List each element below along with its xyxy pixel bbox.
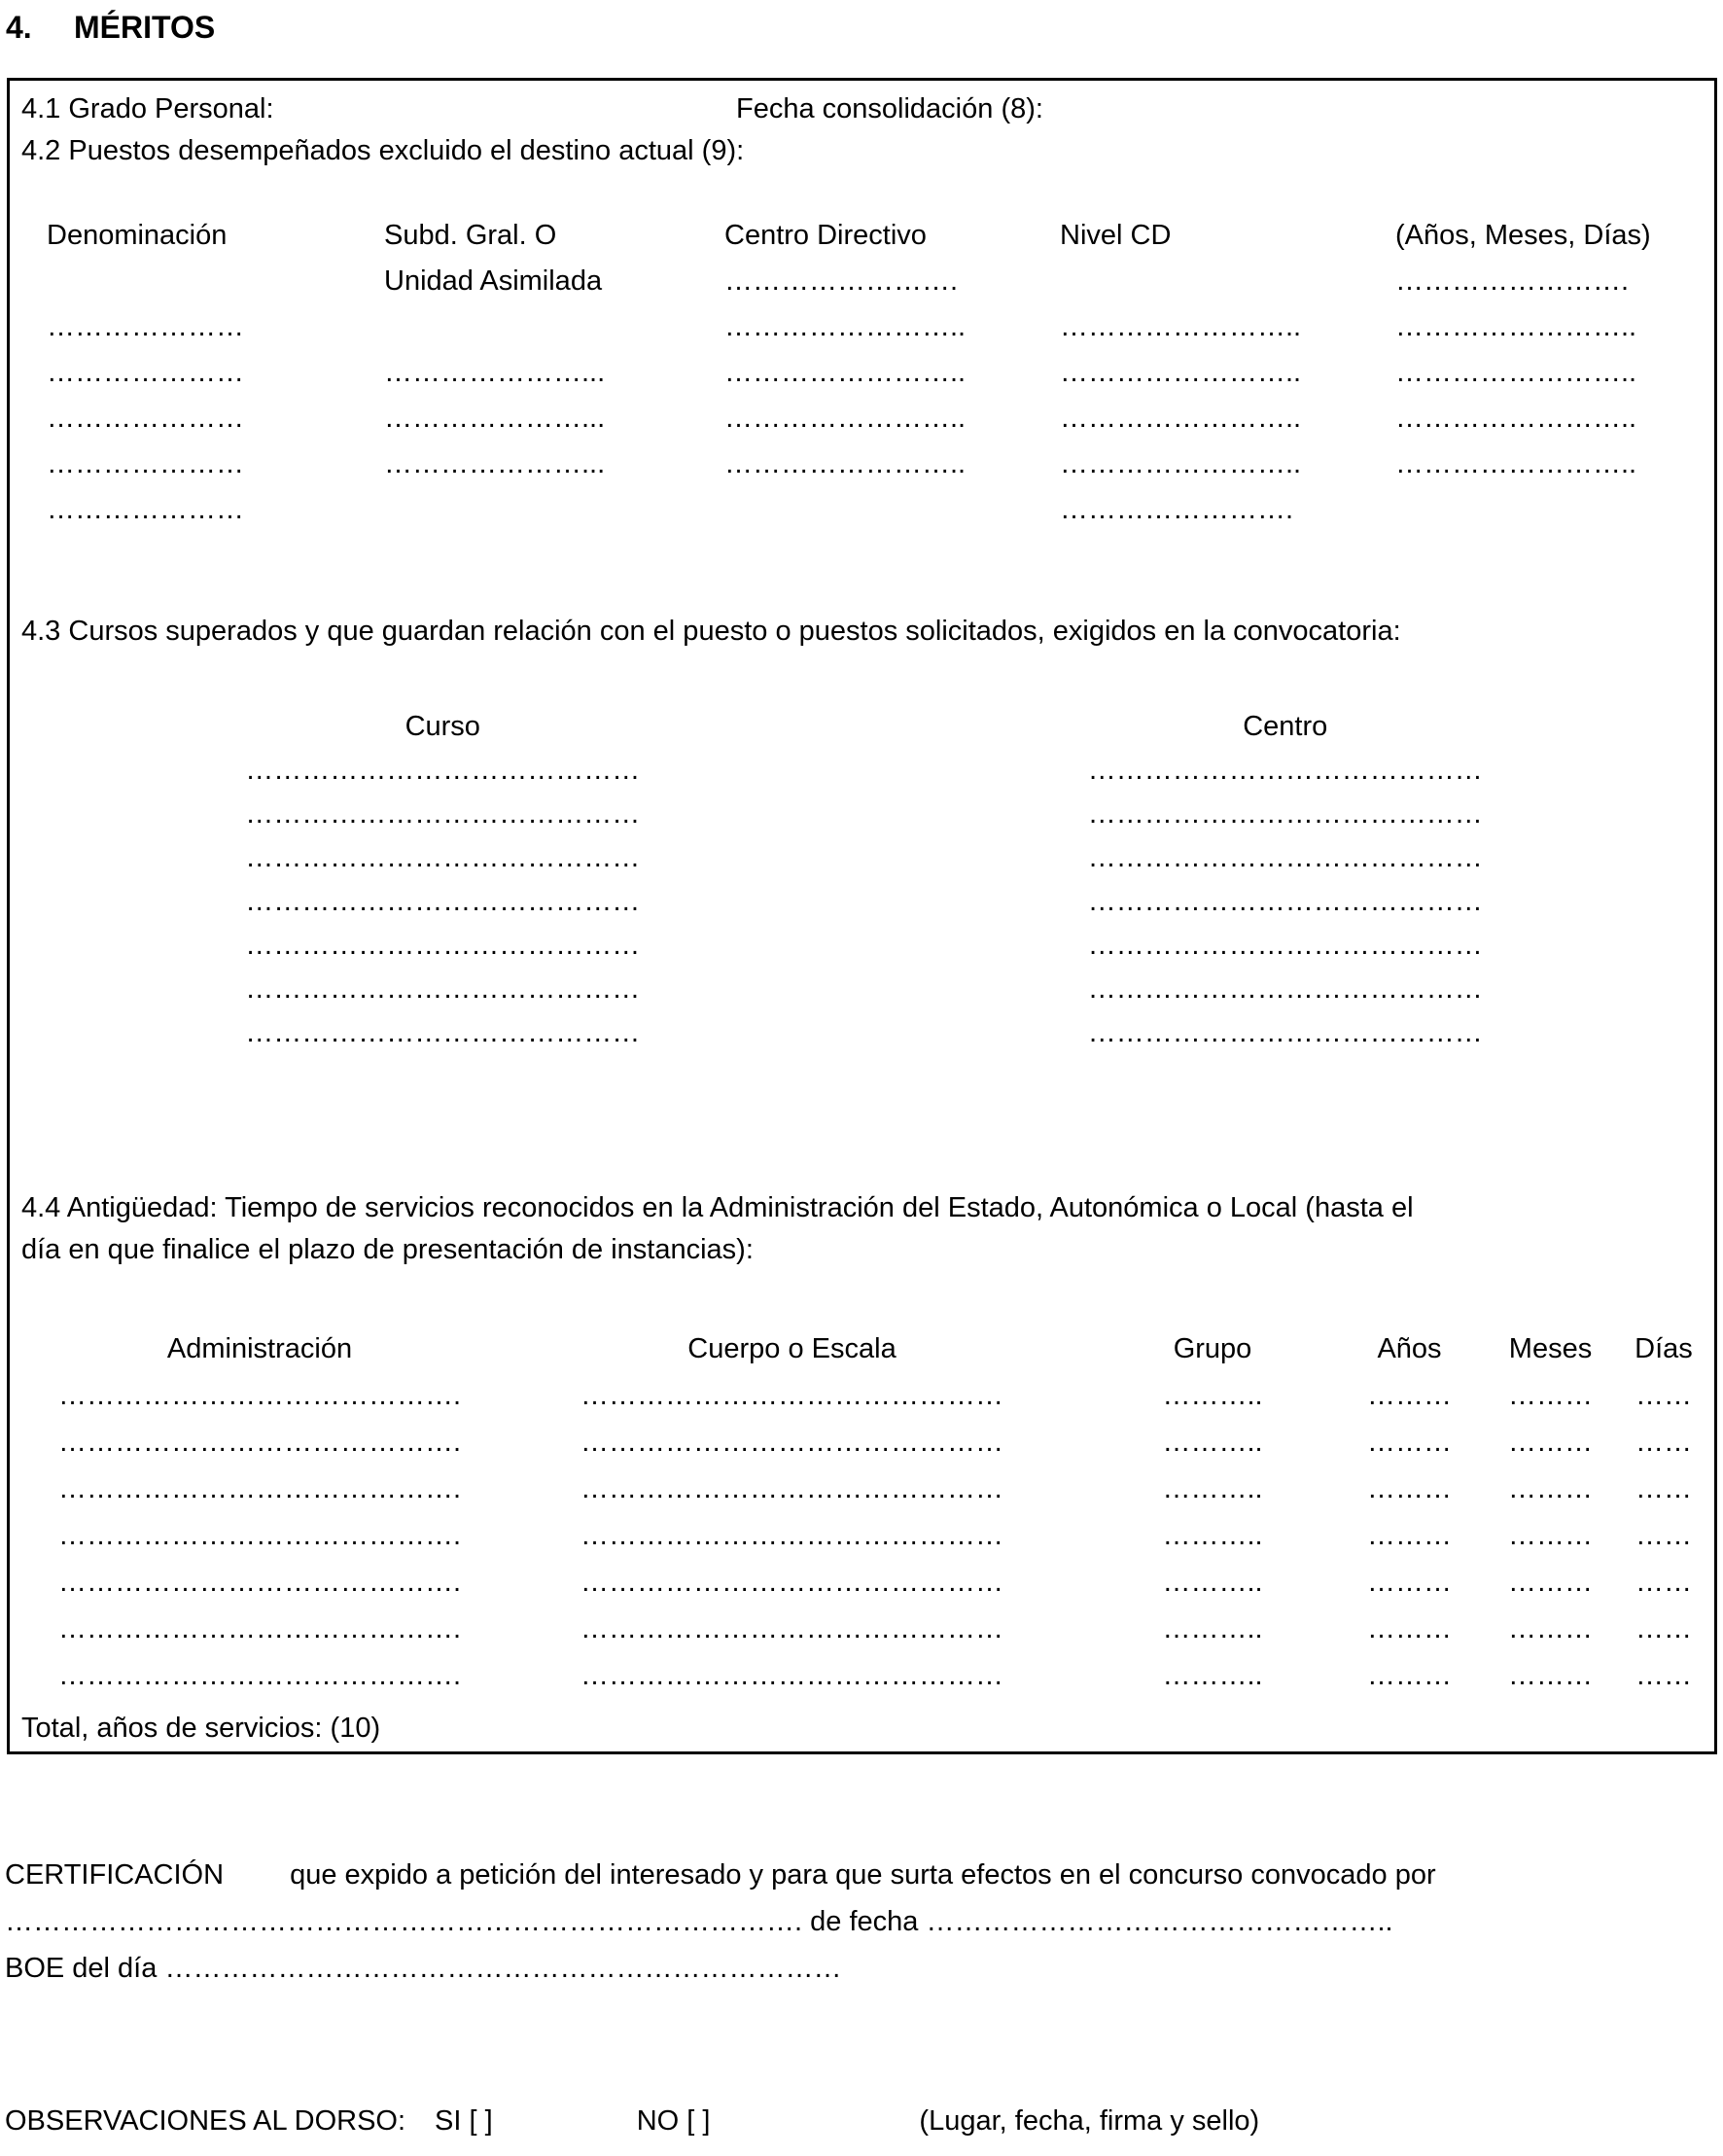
total-servicios-label: Total, años de servicios: (10) [21, 1713, 381, 1744]
certification-block [5, 1852, 1723, 1992]
fecha-consolidacion-label: Fecha consolidación (8): [736, 93, 1043, 124]
dotted-field: …… [1635, 1473, 1692, 1504]
dotted-field: …………………………………… [245, 1017, 641, 1048]
dotted-field: …… [1635, 1380, 1692, 1411]
column-header-curso: Curso [404, 711, 480, 742]
dotted-field: ……………………………………. [57, 1660, 462, 1691]
dotted-field: …………………... [384, 357, 606, 388]
dotted-field: ……… [1508, 1380, 1593, 1411]
observaciones-row [5, 2101, 1723, 2142]
dotted-field: ……… [1367, 1520, 1452, 1551]
dotted-field: …… [1635, 1613, 1692, 1644]
column-header-grupo: Grupo [1173, 1333, 1252, 1364]
grado-personal-row [21, 88, 1706, 130]
dotted-field: ……… [1367, 1427, 1452, 1458]
dotted-field: ……………………………………. [57, 1613, 462, 1644]
subheader-cell [47, 259, 384, 304]
column-header-anos: Años [1377, 1333, 1442, 1364]
dotted-field: …………………………………… [1087, 798, 1483, 830]
dotted-field: …………………….. [724, 357, 967, 388]
column-header-cuerpo-escala: Cuerpo o Escala [687, 1333, 897, 1364]
dotted-field: …………………….. [1060, 448, 1302, 479]
dotted-field: ……… [1367, 1473, 1452, 1504]
dotted-field: ……………………. [724, 265, 959, 297]
de-fecha-label: de fecha [810, 1906, 919, 1937]
dotted-field: …………………….. [1060, 311, 1302, 342]
dotted-field: …………………….. [1060, 357, 1302, 388]
dotted-field: …………………... [384, 448, 606, 479]
dotted-field: ……………………………………. [57, 1520, 462, 1551]
dotted-field: ……………………………………. [57, 1567, 462, 1598]
dotted-field: …………………………………… [245, 798, 641, 830]
dotted-field: …… [1635, 1567, 1692, 1598]
grado-personal-label: 4.1 Grado Personal: [21, 93, 274, 124]
dotted-field: ……………………. [1060, 494, 1294, 525]
puestos-table [47, 213, 1706, 533]
dotted-field: ……………………………………. [57, 1473, 462, 1504]
dotted-field: ……………………………………… [580, 1427, 1003, 1458]
dotted-field: …………………………………… [1087, 973, 1483, 1005]
certification-line3 [5, 1945, 1723, 1992]
no-checkbox: NO [ ] [636, 2105, 711, 2137]
dotted-field: …… [1635, 1660, 1692, 1691]
dotted-field: ……………………………………… [580, 1473, 1003, 1504]
column-header-centro: Centro [1243, 711, 1328, 742]
dotted-field: ………………… [47, 311, 244, 342]
dotted-field: ……… [1508, 1660, 1593, 1691]
dotted-field [724, 487, 1060, 533]
section-number: 4. [6, 10, 32, 45]
section-title-text: MÉRITOS [74, 10, 216, 45]
meritos-box [7, 78, 1717, 1754]
dotted-field: ……… [1508, 1567, 1593, 1598]
dotted-field: ……………………………………… [580, 1380, 1003, 1411]
dotted-field: ……… [1367, 1613, 1452, 1644]
dotted-field: …………………….. [1395, 311, 1637, 342]
dotted-field: ……………………. [1395, 265, 1630, 297]
dotted-field: …………………………………… [245, 755, 641, 786]
dotted-field: …………………………………… [1087, 755, 1483, 786]
dotted-field [384, 304, 724, 350]
dotted-field: ……… [1508, 1613, 1593, 1644]
dotted-field: ……….. [1162, 1520, 1263, 1551]
column-header-dias: Días [1635, 1333, 1693, 1364]
dotted-field: …………………….. [1395, 448, 1637, 479]
dotted-field: …………………….. [1395, 357, 1637, 388]
dotted-field [384, 487, 724, 533]
antiguedad-table [21, 1325, 1706, 1699]
dotted-field: ……… [1508, 1520, 1593, 1551]
dotted-field: …………………………………… [1087, 842, 1483, 873]
certification-line1 [5, 1852, 1723, 1898]
dotted-field: ……….. [1162, 1380, 1263, 1411]
dotted-field: ……… [1508, 1473, 1593, 1504]
dotted-field: ……………………………………… [580, 1613, 1003, 1644]
dotted-field: ………………………………………….. [926, 1906, 1393, 1937]
dotted-field: …………………….. [724, 448, 967, 479]
dotted-field: …………………………………… [1087, 886, 1483, 917]
dotted-field: ……….. [1162, 1660, 1263, 1691]
dotted-field: …… [1635, 1427, 1692, 1458]
observaciones-label: OBSERVACIONES AL DORSO: [5, 2105, 406, 2137]
boe-label: BOE del día [5, 1953, 158, 1984]
dotted-field: …………………………………… [245, 973, 641, 1005]
column-header-denominacion: Denominación [47, 220, 228, 251]
dotted-field: ………………… [47, 403, 244, 434]
column-header-administracion: Administración [166, 1333, 353, 1364]
column-header-subd-gral: Subd. Gral. O [384, 220, 557, 251]
subheader-unidad-asimilada: Unidad Asimilada [384, 265, 603, 297]
dotted-field: ……………………………………………………………… [164, 1953, 842, 1984]
dotted-field: ……….. [1162, 1427, 1263, 1458]
dotted-field: …………………….. [1395, 403, 1637, 434]
dotted-field: …………………….. [1060, 403, 1302, 434]
dotted-field: …………………………………… [1087, 1017, 1483, 1048]
dotted-field: …………………... [384, 403, 606, 434]
dotted-field: ……… [1367, 1660, 1452, 1691]
dotted-field: …………………………………………………………………………. [5, 1906, 803, 1937]
dotted-field: ………………… [47, 494, 244, 525]
column-header-nivel-cd: Nivel CD [1060, 220, 1172, 251]
antiguedad-label-line1: 4.4 Antigüedad: Tiempo de servicios reconocidos en la Administración del Estado, Autonómica o Local (hasta el [21, 1192, 1414, 1223]
cursos-table [21, 705, 1706, 1055]
column-header-meses: Meses [1508, 1333, 1593, 1364]
dotted-field: …………………………………… [245, 842, 641, 873]
si-checkbox: SI [ ] [435, 2105, 493, 2137]
certificacion-text: que expido a petición del interesado y para que surta efectos en el concurso convocado por [290, 1859, 1436, 1891]
dotted-field: ……….. [1162, 1567, 1263, 1598]
dotted-field: ……….. [1162, 1613, 1263, 1644]
antiguedad-label-line2: día en que finalice el plazo de presentación de instancias): [21, 1234, 754, 1265]
dotted-field: ……….. [1162, 1473, 1263, 1504]
dotted-field: …………………….. [724, 403, 967, 434]
section-title [0, 0, 1723, 47]
subheader-cell [1060, 259, 1395, 304]
certification-line2 [5, 1898, 1723, 1945]
dotted-field: ………………… [47, 448, 244, 479]
column-header-anos-meses-dias: (Años, Meses, Días) [1395, 220, 1651, 251]
puestos-label: 4.2 Puestos desempeñados excluido el destino actual (9): [21, 135, 745, 166]
dotted-field: ……… [1367, 1380, 1452, 1411]
dotted-field: ……………………………………… [580, 1520, 1003, 1551]
dotted-field: ……………………………………. [57, 1380, 462, 1411]
dotted-field: …………………………………… [1087, 930, 1483, 961]
certificacion-keyword: CERTIFICACIÓN [5, 1859, 225, 1891]
dotted-field: …………………………………… [245, 886, 641, 917]
dotted-field: ……………………………………. [57, 1427, 462, 1458]
cursos-label: 4.3 Cursos superados y que guardan relación con el puesto o puestos solicitados, exigidos en la convocatoria: [21, 616, 1401, 647]
dotted-field: ………………… [47, 357, 244, 388]
dotted-field [1395, 487, 1706, 533]
dotted-field: …………………………………… [245, 930, 641, 961]
dotted-field: …………………….. [724, 311, 967, 342]
dotted-field: ……………………………………… [580, 1660, 1003, 1691]
lugar-fecha-firma-label: (Lugar, fecha, firma y sello) [919, 2105, 1260, 2137]
dotted-field: …… [1635, 1520, 1692, 1551]
dotted-field: ……………………………………… [580, 1567, 1003, 1598]
dotted-field: ……… [1367, 1567, 1452, 1598]
column-header-centro-directivo: Centro Directivo [724, 220, 927, 251]
antiguedad-label [21, 1187, 1706, 1271]
dotted-field: ……… [1508, 1427, 1593, 1458]
